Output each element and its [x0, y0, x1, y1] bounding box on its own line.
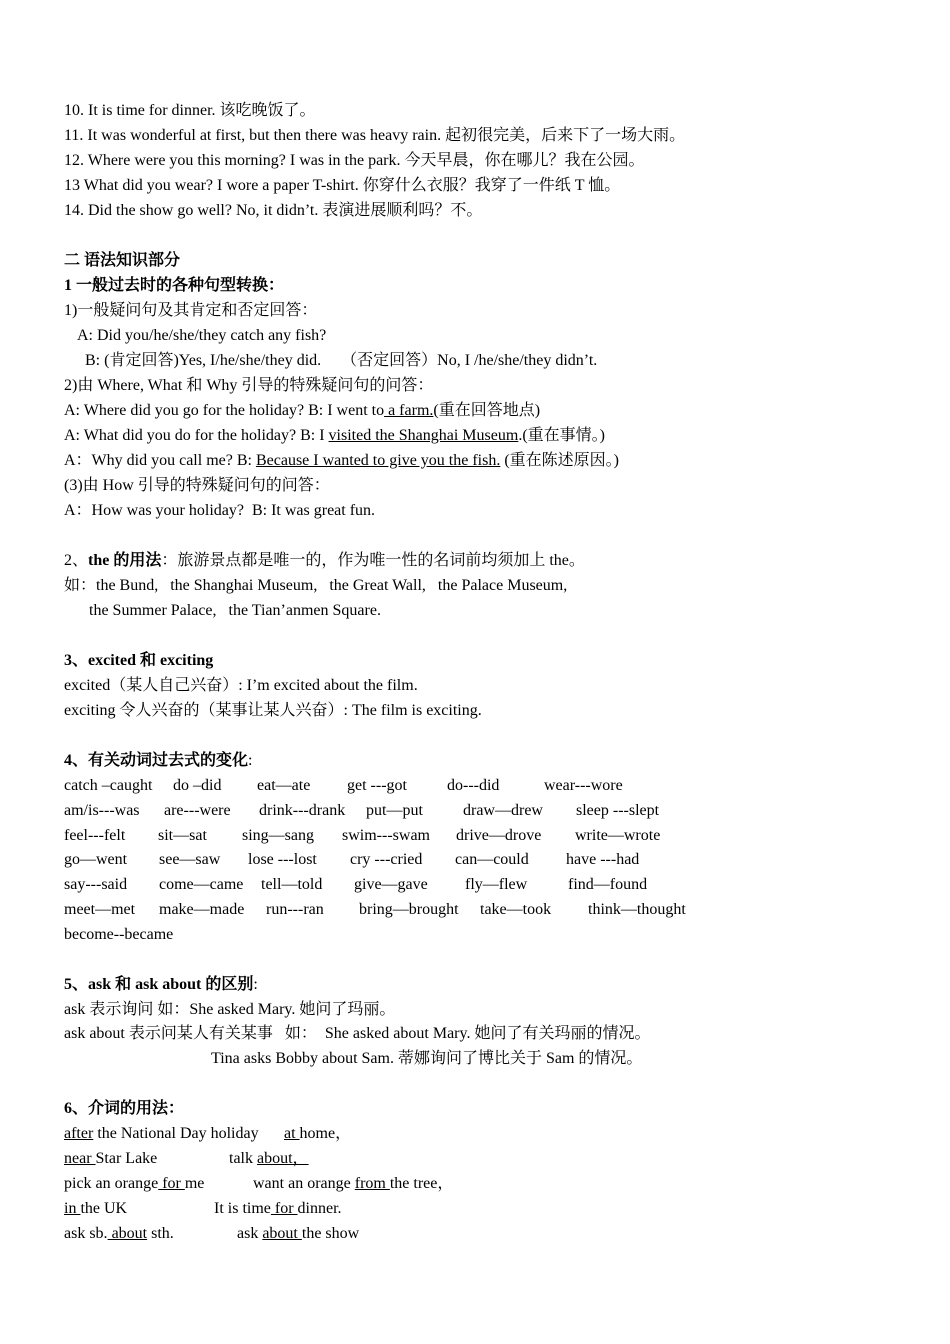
how-line: A：How was your holiday? B: It was great fun. [64, 502, 376, 519]
verb-pair: run---ran [266, 901, 324, 918]
verb-pair: write—wrote [575, 827, 661, 844]
prep-text: home， [299, 1125, 352, 1142]
prep-near: near [64, 1150, 96, 1167]
verb-pair: bring—brought [359, 901, 459, 918]
sentence-14: 14. Did the show go well? No, it didn’t. 表演进展顺利吗？不。 [64, 202, 483, 219]
verb-pair: have ---had [566, 851, 640, 868]
section2-title-line [64, 551, 585, 571]
section2-number: 2、 [64, 552, 89, 569]
section1-answer: B: (肯定回答)Yes, I/he/she/they did. （否定回答）No, I /he/she/they didn’t. [85, 352, 598, 369]
prep-text: the show [301, 1225, 360, 1242]
section2-title: the 的用法 [88, 552, 162, 569]
verb-pair: come—came [159, 876, 244, 893]
verb-pair: eat—ate [257, 777, 311, 794]
prep-in: in [64, 1200, 81, 1217]
verb-pair: take—took [480, 901, 552, 918]
section5-line3: Tina asks Bobby about Sam. 蒂娜询问了博比关于 Sam 的情况。 [211, 1050, 643, 1067]
prep-for: for [270, 1200, 298, 1217]
sentence-10: 10. It is time for dinner. 该吃晚饭了。 [64, 102, 316, 119]
prep-row3-left [64, 1174, 204, 1194]
verb-pair: drive—drove [456, 827, 542, 844]
prep-text: pick an orange [64, 1175, 159, 1192]
prep-text: the National Day holiday [93, 1125, 259, 1142]
prep-row4-left [64, 1199, 127, 1219]
prep-from: from [354, 1175, 390, 1192]
prep-at: at [284, 1125, 300, 1142]
section5-line1: ask 表示询问 如：She asked Mary. 她问了玛丽。 [64, 1001, 396, 1018]
what-underlined: visited the Shanghai Museum [328, 427, 519, 444]
prep-after: after [64, 1125, 94, 1142]
verb-pair: do---did [447, 777, 500, 794]
verb-pair: am/is---was [64, 802, 140, 819]
section1-title: 1 一般过去时的各种句型转换： [64, 277, 285, 294]
section4-title: 4、有关动词过去式的变化 [64, 752, 249, 769]
section2-description: ：旅游景点都是唯一的，作为唯一性的名词前均须加上 the。 [161, 552, 585, 569]
prep-row1-left [64, 1124, 259, 1144]
verb-pair: wear---wore [544, 777, 623, 794]
section4-title-line [64, 751, 252, 771]
prep-for: for [158, 1175, 185, 1192]
verb-pair: go—went [64, 851, 128, 868]
section3-line2: exciting 令人兴奋的（某事让某人兴奋）: The film is exciting. [64, 702, 482, 719]
section5-title: 5、ask 和 ask about 的区别 [64, 976, 254, 993]
prep-text: It is time [214, 1200, 271, 1217]
verb-pair: are---were [164, 802, 231, 819]
section6-title: 6、介词的用法： [64, 1100, 185, 1117]
prep-text: me [184, 1175, 205, 1192]
verb-pair: swim---swam [342, 827, 430, 844]
why-underlined: Because I wanted to give you the fish. [255, 452, 501, 469]
prep-text: ask sb. [64, 1225, 108, 1242]
prep-text: talk [229, 1150, 257, 1167]
verb-pair: draw—drew [463, 802, 543, 819]
sentence-11: 11. It was wonderful at first, but then there was heavy rain. 起初很完美，后来下了一场大雨。 [64, 127, 686, 144]
where-underlined: a farm. [384, 402, 434, 419]
verb-pair: put—put [366, 802, 423, 819]
verb-last: become--became [64, 926, 174, 943]
prep-row4-right [214, 1199, 342, 1219]
verb-pair: do –did [173, 777, 222, 794]
grammar-heading: 二 语法知识部分 [64, 252, 181, 269]
section3-line1: excited（某人自己兴奋）: I’m excited about the film. [64, 677, 418, 694]
prep-text: want an orange [253, 1175, 355, 1192]
verb-pair: sit—sat [158, 827, 207, 844]
section3-title: 3、excited 和 exciting [64, 652, 214, 669]
verb-pair: meet—met [64, 901, 136, 918]
verb-pair: sleep ---slept [576, 802, 660, 819]
verb-pair: feel---felt [64, 827, 126, 844]
section1-sub1: 1)一般疑问句及其肯定和否定回答： [64, 302, 318, 319]
section1-sub3: (3)由 How 引导的特殊疑问句的问答： [64, 477, 330, 494]
section1-question: A: Did you/he/she/they catch any fish? [77, 327, 327, 344]
what-note: .(重在事情。) [518, 427, 605, 444]
sentence-13: 13 What did you wear? I wore a paper T-shirt. 你穿什么衣服？我穿了一件纸 T 恤。 [64, 177, 621, 194]
prep-row2-left [64, 1149, 157, 1169]
prep-text: dinner. [297, 1200, 342, 1217]
prep-row5-right [237, 1224, 359, 1244]
verb-pair: cry ---cried [350, 851, 423, 868]
section4-colon: : [248, 752, 253, 769]
verb-pair: think—thought [588, 901, 686, 918]
verb-pair: can—could [455, 851, 529, 868]
prep-text: the UK [80, 1200, 128, 1217]
prep-about: about [262, 1225, 302, 1242]
prep-row3-right [253, 1174, 453, 1194]
verb-pair: lose ---lost [248, 851, 317, 868]
verb-pair: catch –caught [64, 777, 153, 794]
section5-line2: ask about 表示问某人有关某事 如： She asked about Mary. 她问了有关玛丽的情况。 [64, 1025, 651, 1042]
verb-pair: drink---drank [259, 802, 346, 819]
section1-sub2: 2)由 Where, What 和 Why 引导的特殊疑问句的问答： [64, 377, 434, 394]
verb-pair: say---said [64, 876, 128, 893]
what-text: A: What did you do for the holiday? B: I [64, 427, 329, 444]
why-line [64, 451, 619, 471]
verb-pair: see—saw [159, 851, 221, 868]
verb-pair: give—gave [354, 876, 428, 893]
prep-text: ask [237, 1225, 263, 1242]
why-text: A：Why did you call me? B: [64, 452, 256, 469]
sentence-12: 12. Where were you this morning? I was in the park. 今天早晨，你在哪儿？我在公园。 [64, 152, 645, 169]
verb-pair: fly—flew [465, 876, 528, 893]
verb-pair: tell—told [261, 876, 323, 893]
prep-about: about， [257, 1150, 309, 1167]
section2-example1: 如：the Bund, the Shanghai Museum, the Great Wall, the Palace Museum, [64, 577, 568, 594]
verb-pair: make—made [159, 901, 245, 918]
what-line [64, 426, 605, 446]
section5-title-line [64, 975, 258, 995]
verb-pair: sing—sang [242, 827, 314, 844]
prep-row5-left [64, 1224, 174, 1244]
where-line [64, 401, 540, 421]
prep-text: the tree， [389, 1175, 454, 1192]
section5-colon: : [253, 976, 258, 993]
why-note: (重在陈述原因。) [500, 452, 620, 469]
verb-pair: get ---got [347, 777, 407, 794]
section2-example2: the Summer Palace, the Tian’anmen Square. [89, 602, 381, 619]
prep-row1-right [284, 1124, 351, 1144]
where-text: A: Where did you go for the holiday? B: I went to [64, 402, 385, 419]
prep-about: about [107, 1225, 148, 1242]
verb-pair: find—found [568, 876, 648, 893]
prep-row2-right [229, 1149, 309, 1169]
prep-text: Star Lake [95, 1150, 158, 1167]
prep-text: sth. [147, 1225, 174, 1242]
where-note: (重在回答地点) [433, 402, 541, 419]
